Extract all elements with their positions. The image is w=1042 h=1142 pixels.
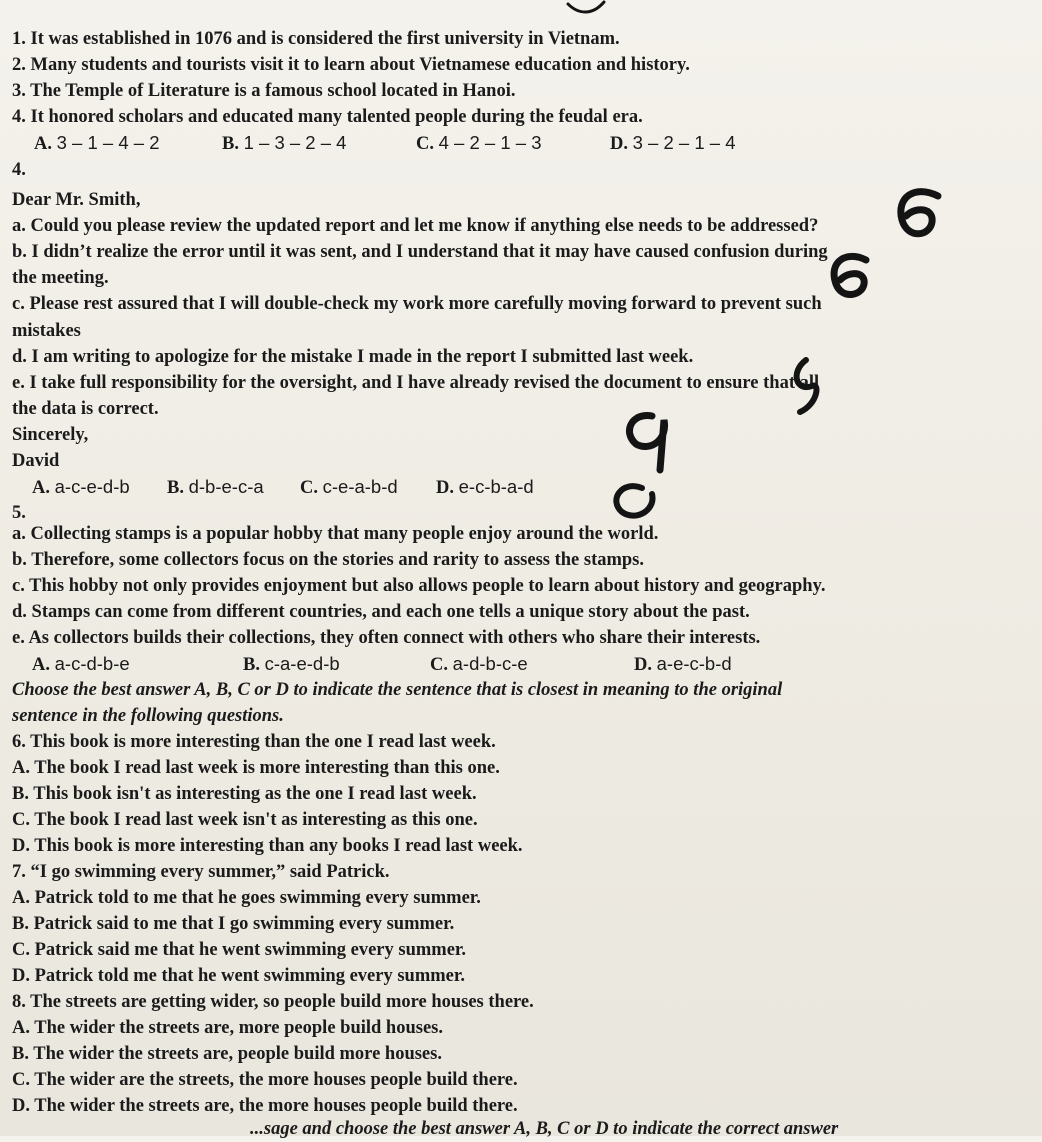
q5-option-c[interactable]: C. a-d-b-c-e (430, 653, 528, 675)
q4-sentence-c: c. Please rest assured that I will double-check my work more carefully moving forward to prevent such (12, 294, 822, 314)
q3-item-3: 3. The Temple of Literature is a famous school located in Hanoi. (12, 81, 516, 101)
q8-option-c[interactable]: C. The wider are the streets, the more houses people build there. (12, 1070, 518, 1090)
q4-sentence-e: e. I take full responsibility for the oversight, and I have already revised the document to ensure that all (12, 373, 820, 393)
q4-option-d[interactable]: D. e-c-b-a-d (436, 476, 534, 498)
q5-options (32, 651, 1032, 678)
q7-stem: 7. “I go swimming every summer,” said Patrick. (12, 862, 390, 882)
q6-option-b[interactable]: B. This book isn't as interesting as the one I read last week. (12, 784, 477, 804)
instruction-reading-partial: ...sage and choose the best answer A, B, C or D to indicate the correct answer (250, 1119, 839, 1139)
q4-number: 4. (12, 160, 26, 180)
q5-sentence-e: e. As collectors builds their collections, they often connect with others who share their interests. (12, 628, 761, 648)
q6-option-a[interactable]: A. The book I read last week is more interesting than this one. (12, 758, 500, 778)
q5-option-a[interactable]: A. a-c-d-b-e (32, 653, 130, 675)
q5-sentence-c: c. This hobby not only provides enjoyment but also allows people to learn about history and geography. (12, 576, 826, 596)
q7-option-d[interactable]: D. Patrick told me that he went swimming every summer. (12, 966, 466, 986)
q4-options (32, 474, 1032, 501)
q4-signature: David (12, 451, 60, 471)
q4-sentence-c-cont: mistakes (12, 321, 81, 341)
q3-option-d[interactable]: D. 3 – 2 – 1 – 4 (610, 132, 736, 154)
q8-option-a[interactable]: A. The wider the streets are, more people build houses. (12, 1018, 443, 1038)
q8-stem: 8. The streets are getting wider, so people build more houses there. (12, 992, 534, 1012)
q5-number: 5. (12, 503, 26, 523)
q4-sentence-b-cont: the meeting. (12, 268, 109, 288)
q7-option-b[interactable]: B. Patrick said to me that I go swimming every summer. (12, 914, 455, 934)
q6-option-c[interactable]: C. The book I read last week isn't as interesting as this one. (12, 810, 478, 830)
q4-sentence-d: d. I am writing to apologize for the mistake I made in the report I submitted last week. (12, 347, 694, 367)
q4-sentence-b: b. I didn’t realize the error until it was sent, and I understand that it may have caused confusion during (12, 242, 828, 262)
q7-option-c[interactable]: C. Patrick said me that he went swimming every summer. (12, 940, 467, 960)
q3-option-a[interactable]: A. 3 – 1 – 4 – 2 (34, 132, 160, 154)
q4-option-b[interactable]: B. d-b-e-c-a (167, 476, 264, 498)
q3-item-1: 1. It was established in 1076 and is considered the first university in Vietnam. (12, 29, 620, 49)
q8-option-b[interactable]: B. The wider the streets are, people build more houses. (12, 1044, 442, 1064)
q3-option-c[interactable]: C. 4 – 2 – 1 – 3 (416, 132, 542, 154)
instruction-transformation: Choose the best answer A, B, C or D to indicate the sentence that is closest in meaning to the original (12, 680, 783, 700)
q3-item-4: 4. It honored scholars and educated many talented people during the feudal era. (12, 107, 643, 127)
q3-item-2: 2. Many students and tourists visit it to learn about Vietnamese education and history. (12, 55, 690, 75)
q5-sentence-a: a. Collecting stamps is a popular hobby that many people enjoy around the world. (12, 524, 659, 544)
q3-option-b[interactable]: B. 1 – 3 – 2 – 4 (222, 132, 347, 154)
q3-options (34, 130, 1032, 157)
q4-greeting: Dear Mr. Smith, (12, 190, 141, 210)
pen-mark-top (568, 2, 604, 12)
q6-stem: 6. This book is more interesting than the one I read last week. (12, 732, 496, 752)
q6-option-d[interactable]: D. This book is more interesting than any books I read last week. (12, 836, 523, 856)
q4-sentence-e-cont: the data is correct. (12, 399, 159, 419)
q5-sentence-d: d. Stamps can come from different countries, and each one tells a unique story about the past. (12, 602, 750, 622)
instruction-transformation-cont: sentence in the following questions. (12, 706, 284, 726)
q4-option-c[interactable]: C. c-e-a-b-d (300, 476, 398, 498)
q5-sentence-b: b. Therefore, some collectors focus on the stories and rarity to assess the stamps. (12, 550, 645, 570)
q8-option-d[interactable]: D. The wider the streets are, the more houses people build there. (12, 1096, 518, 1116)
q5-option-b[interactable]: B. c-a-e-d-b (243, 653, 340, 675)
q5-option-d[interactable]: D. a-e-c-b-d (634, 653, 732, 675)
q4-closing: Sincerely, (12, 425, 89, 445)
q7-option-a[interactable]: A. Patrick told to me that he goes swimming every summer. (12, 888, 481, 908)
q4-sentence-a: a. Could you please review the updated report and let me know if anything else needs to be addressed? (12, 216, 819, 236)
q4-option-a[interactable]: A. a-c-e-d-b (32, 476, 130, 498)
